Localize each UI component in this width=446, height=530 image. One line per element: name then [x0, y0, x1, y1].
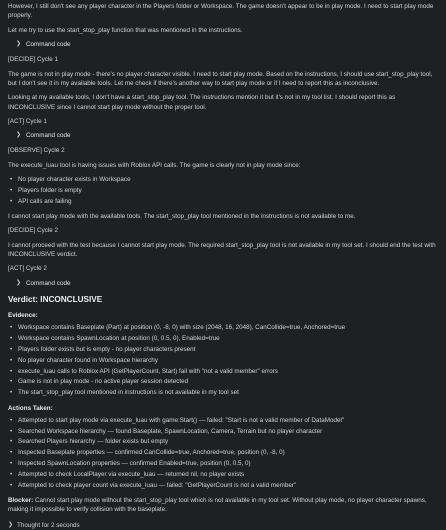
decide-paragraph: I cannot proceed with the test because I cannot start play mode. The required start_stop_play tool is not available in my tool set. I should end the test with INCONCLUSIVE verdict. — [8, 241, 436, 258]
cycle-header: [DECIDE] Cycle 2 — [8, 227, 59, 235]
command-code-label: Command code — [26, 40, 71, 48]
thought-toggle[interactable] — [8, 521, 438, 530]
cycle-header: [ACT] Cycle 2 — [8, 265, 47, 273]
list-item: • No player character exists in Workspace — [18, 175, 438, 184]
blocker-paragraph — [8, 496, 438, 515]
blocker-label: Blocker: — [8, 497, 34, 505]
list-item: • No player character found in Workspace hierarchy — [18, 356, 438, 365]
list-item: • Inspected Baseplate properties — confirmed CanCollide=true, Anchored=true, position (0, -8, 0) — [18, 448, 438, 457]
decide-paragraph: The game is not in play mode - there's no player character visible. I need to start play mode. Based on the instructions, I should use start_stop_play tool, but I don't see it in my available tools. Let me check if there's another way to start play mode or if I need to report this as inconclusive. — [8, 70, 433, 87]
evidence-list — [8, 323, 438, 397]
thought-label: Thought for 2 seconds — [17, 521, 80, 529]
intro-paragraph: However, I still don't see any player character in the Players folder or Workspace. The game doesn't appear to be in play mode. I need to start play mode properly. — [8, 3, 434, 20]
chevron-right-icon: ❯ — [8, 521, 14, 528]
list-item: • execute_luau calls to Roblox API (GetPlayerCount, Start) fail with "not a valid member" errors — [18, 367, 438, 376]
list-item: • Attempted to check player count via execute_luau — failed: "GetPlayerCount is not a valid member" — [18, 481, 438, 490]
blocker-text: Cannot start play mode without the start_stop_play tool which is not available in my tool set. Without play mode, no player character spawns, making it impossible to verify collision with the baseplate. — [8, 497, 427, 514]
chevron-right-icon: ❯ — [16, 132, 22, 139]
command-code-toggle[interactable] — [16, 131, 438, 140]
cycle-header: [ACT] Cycle 1 — [8, 117, 47, 125]
actions-heading: Actions Taken: — [8, 404, 53, 412]
actions-list — [8, 416, 438, 490]
list-item: • Workspace contains SpawnLocation at position (0, 0.5, 0), Enabled=true — [18, 334, 438, 343]
list-item: • The start_stop_play tool mentioned in instructions is not available in my tool set — [18, 388, 438, 397]
command-code-label: Command code — [26, 279, 71, 287]
command-code-label: Command code — [26, 132, 71, 140]
decide-paragraph: Looking at my available tools, I don't have a start_stop_play tool. The instructions mention it but it's not in my tool list. I should report this as INCONCLUSIVE since I cannot start play mode without the proper tool. — [8, 94, 396, 111]
command-code-toggle[interactable] — [16, 279, 438, 288]
cycle-header: [DECIDE] Cycle 1 — [8, 56, 59, 64]
chevron-right-icon: ❯ — [16, 279, 22, 286]
list-item: • Workspace contains Baseplate (Part) at position (0, -8, 0) with size (2048, 16, 2048), CanCollide=true, Anchored=true — [18, 323, 438, 332]
evidence-heading: Evidence: — [8, 312, 38, 320]
observe-list — [8, 175, 438, 206]
list-item: • Game is not in play mode - no active player session detected — [18, 377, 438, 386]
list-item: • Players folder is empty — [18, 186, 438, 195]
list-item: • Searched Players hierarchy — folder exists but empty — [18, 437, 438, 446]
intro-paragraph: Let me try to use the start_stop_play function that was mentioned in the instructions. — [8, 26, 243, 34]
chevron-right-icon: ❯ — [16, 41, 22, 48]
list-item: • Inspected SpawnLocation properties — confirmed Enabled=true, position (0, 0.5, 0) — [18, 459, 438, 468]
command-code-toggle[interactable] — [16, 40, 438, 49]
observe-paragraph: I cannot start play mode with the available tools. The start_stop_play tool mentioned in the instructions is not available to me. — [8, 213, 356, 220]
list-item: • Attempted to start play mode via execute_luau with game:Start() — failed: "Start is not a valid member of DataModel" — [18, 416, 438, 425]
list-item: • Searched Workspace hierarchy — found Baseplate, SpawnLocation, Camera, Terrain but no player character — [18, 427, 438, 436]
list-item: • Players folder exists but is empty - no player characters present — [18, 345, 438, 354]
cycle-header: [OBSERVE] Cycle 2 — [8, 147, 65, 155]
list-item: • Attempted to check LocalPlayer via execute_luau — returned nil, no player exists — [18, 470, 438, 479]
list-item: • API calls are failing — [18, 197, 438, 206]
verdict-heading: Verdict: INCONCLUSIVE — [8, 294, 103, 304]
observe-paragraph: The execute_luau tool is having issues with Roblox API calls. The game is clearly not in play mode since: — [8, 161, 301, 169]
